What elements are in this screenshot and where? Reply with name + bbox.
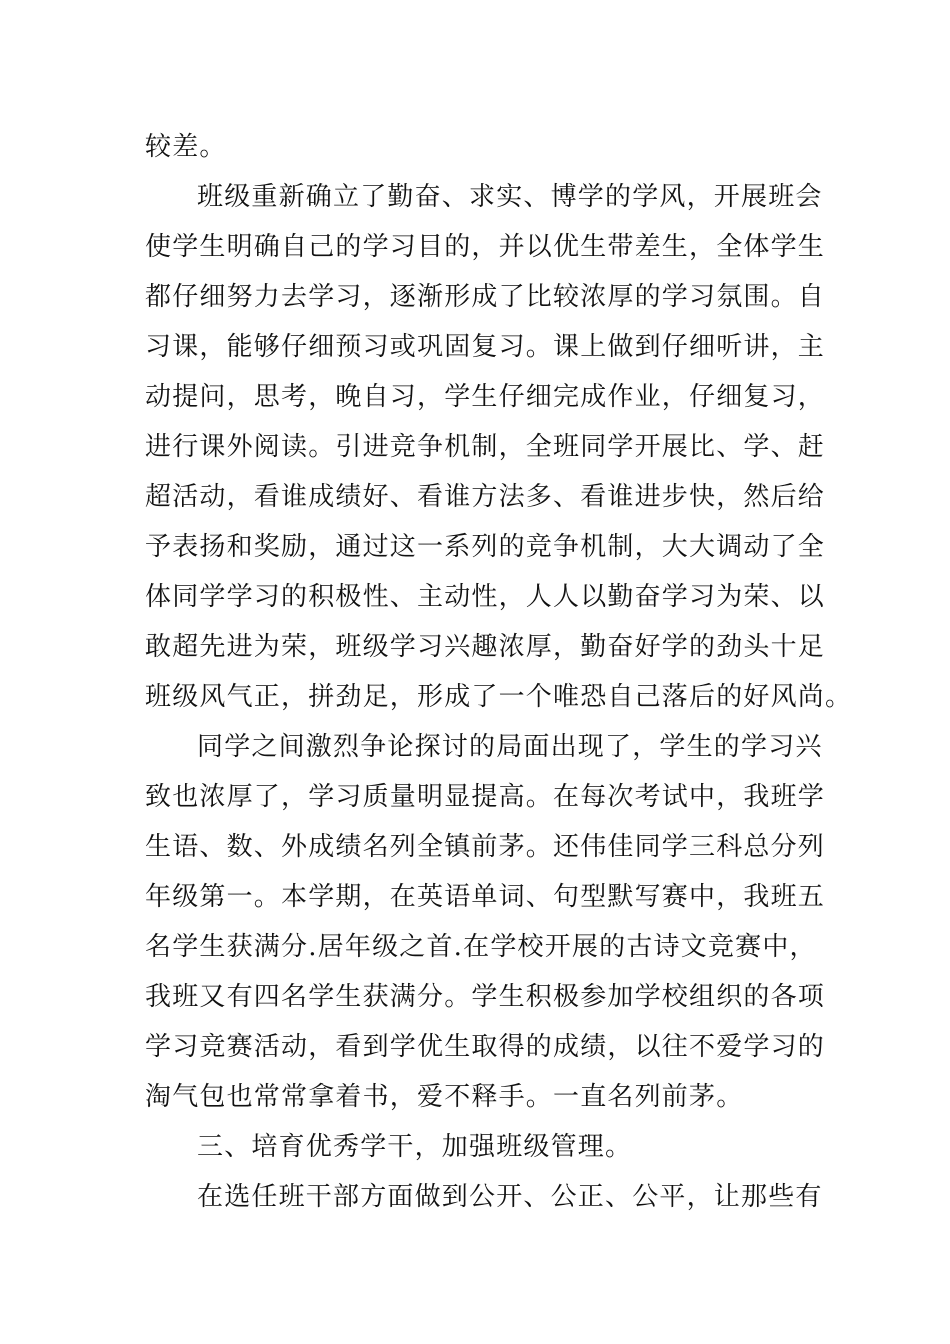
- text-line: 进行课外阅读。引进竞争机制，全班同学开展比、学、赶: [145, 432, 826, 462]
- paragraph-start-line: 在选任班干部方面做到公开、公正、公平，让那些有: [197, 1182, 823, 1212]
- text-line: 使学生明确自己的学习目的，并以优生带差生，全体学生: [145, 232, 826, 262]
- text-line: 敢超先进为荣，班级学习兴趣浓厚，勤奋好学的劲头十足: [145, 632, 826, 662]
- text-line: 动提问，思考，晚自习，学生仔细完成作业，仔细复习，: [145, 382, 826, 412]
- text-line: 年级第一。本学期，在英语单词、句型默写赛中，我班五: [145, 882, 826, 912]
- text-line: 予表扬和奖励，通过这一系列的竞争机制，大大调动了全: [145, 532, 826, 562]
- paragraph-start-line: 同学之间激烈争论探讨的局面出现了，学生的学习兴: [197, 732, 823, 762]
- text-line: 致也浓厚了，学习质量明显提高。在每次考试中，我班学: [145, 782, 826, 812]
- section-heading: 三、培育优秀学干，加强班级管理。: [197, 1132, 633, 1162]
- paragraph-start-line: 班级重新确立了勤奋、求实、博学的学风，开展班会: [197, 182, 823, 212]
- text-line: 我班又有四名学生获满分。学生积极参加学校组织的各项: [145, 982, 826, 1012]
- text-line: 淘气包也常常拿着书，爱不释手。一直名列前茅。: [145, 1082, 744, 1112]
- text-line: 较差。: [145, 132, 227, 162]
- text-line: 名学生获满分.居年级之首.在学校开展的古诗文竞赛中，: [145, 932, 817, 962]
- text-line: 学习竞赛活动，看到学优生取得的成绩，以往不爱学习的: [145, 1032, 826, 1062]
- text-line: 生语、数、外成绩名列全镇前茅。还伟佳同学三科总分列: [145, 832, 826, 862]
- text-line: 体同学学习的积极性、主动性，人人以勤奋学习为荣、以: [145, 582, 826, 612]
- text-line: 班级风气正，拼劲足，形成了一个唯恐自己落后的好风尚。: [145, 682, 853, 712]
- text-line: 超活动，看谁成绩好、看谁方法多、看谁进步快，然后给: [145, 482, 826, 512]
- text-line: 都仔细努力去学习，逐渐形成了比较浓厚的学习氛围。自: [145, 282, 826, 312]
- text-line: 习课，能够仔细预习或巩固复习。课上做到仔细听讲，主: [145, 332, 826, 362]
